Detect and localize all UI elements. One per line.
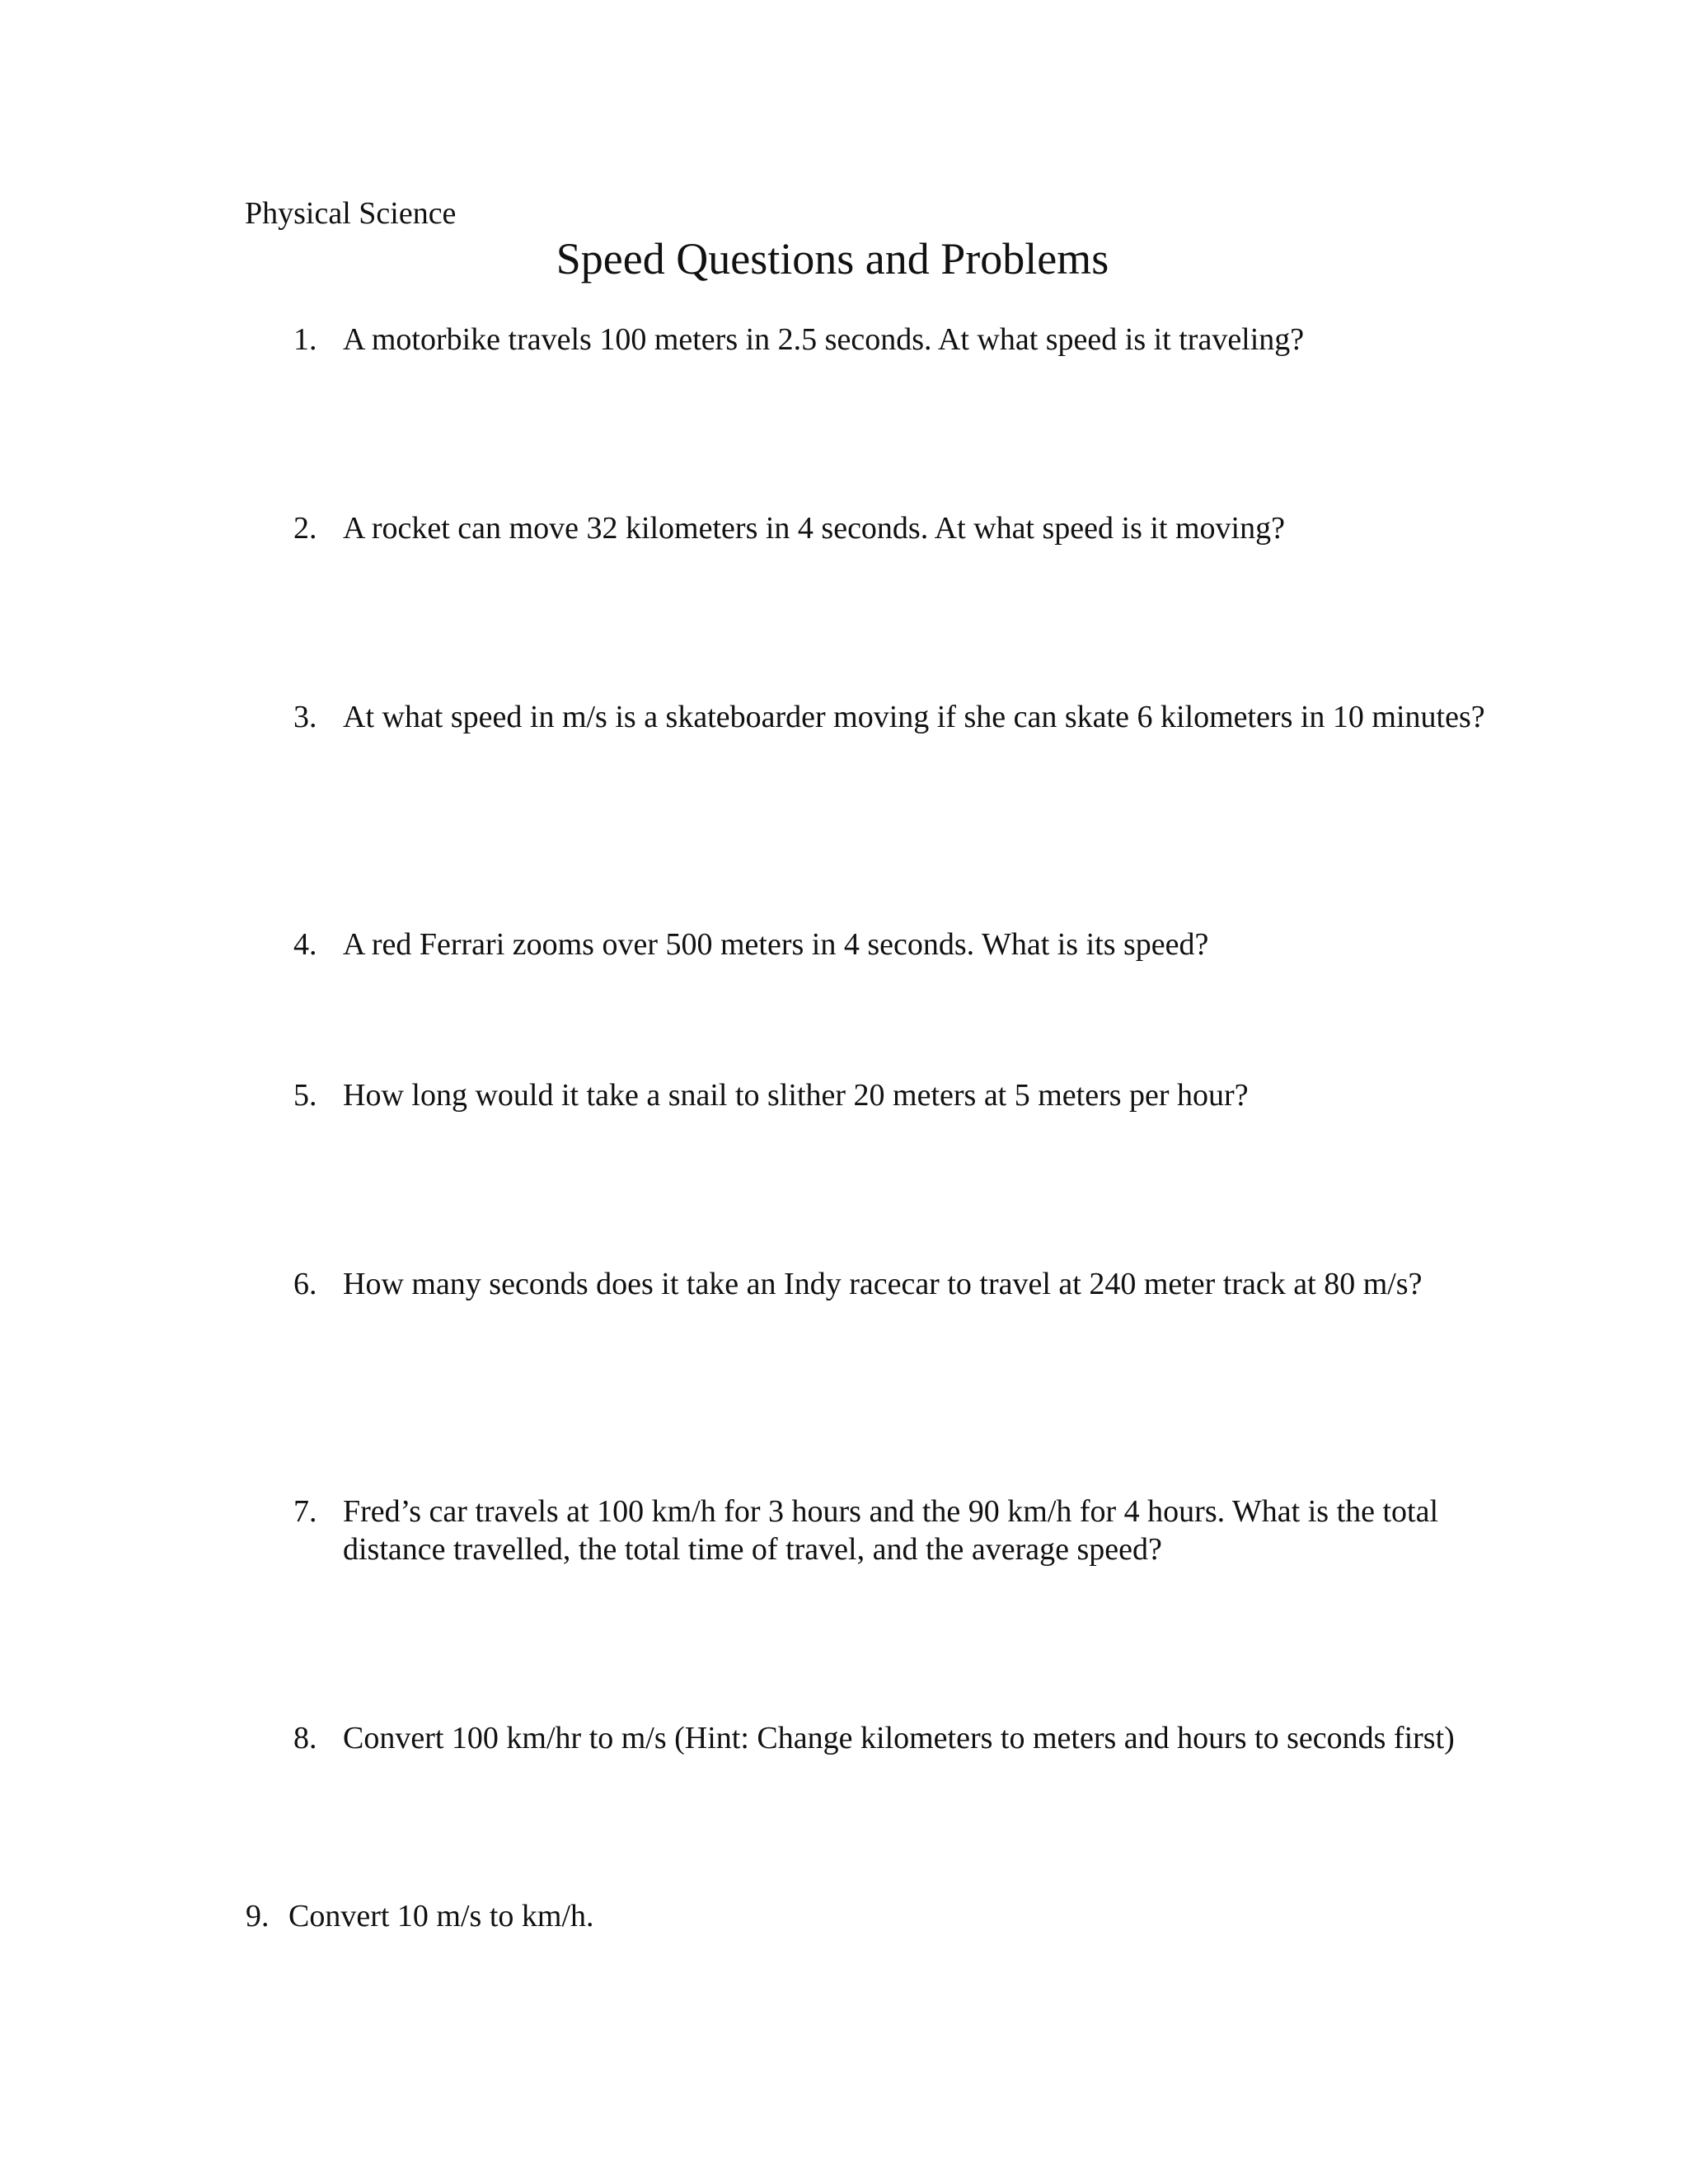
question-text: How long would it take a snail to slither 20 meters at 5 meters per hour? (343, 1078, 1249, 1113)
question-number: 5. (293, 1078, 317, 1113)
question-9 (246, 1897, 594, 1935)
page-title: Speed Questions and Problems (556, 234, 1109, 284)
question-text: How many seconds does it take an Indy racecar to travel at 240 meter track at 80 m/s? (343, 1267, 1423, 1301)
question-number: 2. (293, 511, 317, 546)
question-number: 3. (293, 700, 317, 734)
question-text: Fred’s car travels at 100 km/h for 3 hours and the 90 km/h for 4 hours. What is the total distance travelled, the total time of travel, and the average speed? (343, 1494, 1439, 1567)
question-number: 1. (293, 322, 317, 357)
question-number: 9. (246, 1899, 270, 1933)
question-text: A motorbike travels 100 meters in 2.5 seconds. At what speed is it traveling? (343, 322, 1305, 357)
question-text: Convert 100 km/hr to m/s (Hint: Change kilometers to meters and hours to seconds first) (343, 1721, 1455, 1755)
question-number: 6. (293, 1267, 317, 1301)
course-name: Physical Science (245, 196, 457, 231)
question-text: A red Ferrari zooms over 500 meters in 4 seconds. What is its speed? (343, 927, 1209, 962)
question-number: 8. (293, 1721, 317, 1755)
question-number: 4. (293, 927, 317, 962)
question-text: A rocket can move 32 kilometers in 4 seconds. At what speed is it moving? (343, 511, 1285, 546)
question-number: 7. (293, 1494, 317, 1529)
question-text: At what speed in m/s is a skateboarder moving if she can skate 6 kilometers in 10 minutes? (343, 700, 1485, 734)
question-text: Convert 10 m/s to km/h. (288, 1899, 594, 1933)
